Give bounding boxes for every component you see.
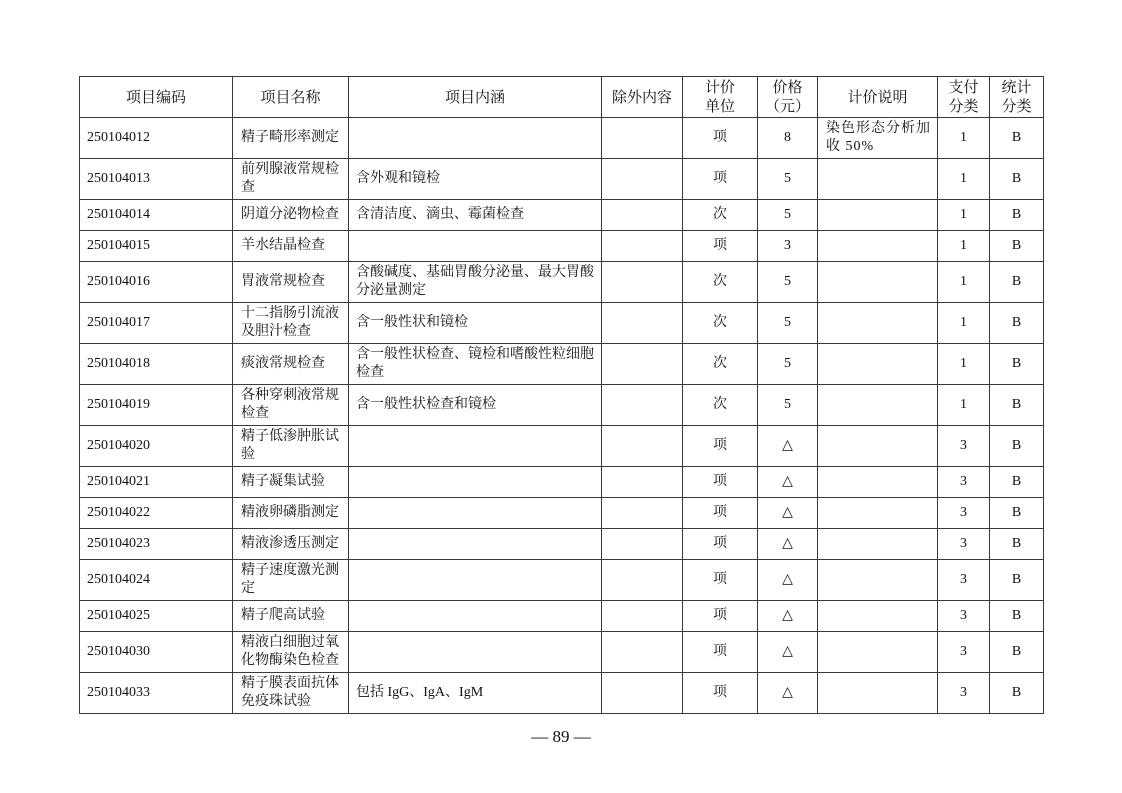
- cell-price: △: [758, 498, 818, 529]
- cell-item-name: 精液卵磷脂测定: [233, 498, 349, 529]
- cell-item-name: 胃液常规检查: [233, 262, 349, 303]
- cell-payment-category: 1: [938, 262, 990, 303]
- cell-pricing-note: [818, 498, 938, 529]
- cell-payment-category: 3: [938, 601, 990, 632]
- cell-price: △: [758, 529, 818, 560]
- table-row: [80, 385, 1044, 426]
- cell-price: △: [758, 632, 818, 673]
- cell-item-content: 含清洁度、滴虫、霉菌检查: [349, 200, 602, 231]
- cell-unit: 次: [683, 200, 758, 231]
- cell-price: △: [758, 560, 818, 601]
- table-row: [80, 529, 1044, 560]
- table-row: [80, 200, 1044, 231]
- cell-item-content: 含一般性状检查和镜检: [349, 385, 602, 426]
- cell-payment-category: 3: [938, 426, 990, 467]
- header-line: 单位: [704, 97, 735, 115]
- cell-item-code: 250104012: [80, 118, 233, 159]
- table-row: [80, 344, 1044, 385]
- cell-item-name: 羊水结晶检查: [233, 231, 349, 262]
- cell-statistics-category: B: [990, 529, 1044, 560]
- cell-pricing-note: [818, 560, 938, 601]
- table-row: [80, 601, 1044, 632]
- cell-pricing-note: 染色形态分析加收 50%: [818, 118, 938, 159]
- cell-statistics-category: B: [990, 673, 1044, 714]
- cell-exclusion: [602, 632, 683, 673]
- cell-unit: 项: [683, 632, 758, 673]
- cell-item-code: 250104020: [80, 426, 233, 467]
- cell-price: △: [758, 601, 818, 632]
- cell-item-name: 精子畸形率测定: [233, 118, 349, 159]
- header-pricing-unit: [683, 77, 758, 118]
- cell-price: 5: [758, 200, 818, 231]
- header-price: [758, 77, 818, 118]
- cell-pricing-note: [818, 159, 938, 200]
- cell-payment-category: 1: [938, 159, 990, 200]
- cell-statistics-category: B: [990, 467, 1044, 498]
- header-item-code: 项目编码: [80, 77, 233, 118]
- table-row: [80, 467, 1044, 498]
- cell-exclusion: [602, 159, 683, 200]
- cell-item-content: [349, 426, 602, 467]
- cell-payment-category: 1: [938, 200, 990, 231]
- header-item-name: 项目名称: [233, 77, 349, 118]
- cell-item-name: 阴道分泌物检查: [233, 200, 349, 231]
- cell-item-name: 精子膜表面抗体免疫珠试验: [233, 673, 349, 714]
- cell-price: 5: [758, 385, 818, 426]
- header-line: （元）: [764, 97, 810, 115]
- cell-pricing-note: [818, 303, 938, 344]
- cell-exclusion: [602, 426, 683, 467]
- cell-statistics-category: B: [990, 200, 1044, 231]
- cell-item-name: 十二指肠引流液及胆汁检查: [233, 303, 349, 344]
- cell-exclusion: [602, 385, 683, 426]
- cell-price: 8: [758, 118, 818, 159]
- cell-item-code: 250104017: [80, 303, 233, 344]
- table-row: [80, 303, 1044, 344]
- cell-payment-category: 3: [938, 529, 990, 560]
- cell-item-content: 含一般性状检查、镜检和嗜酸性粒细胞检查: [349, 344, 602, 385]
- cell-price: △: [758, 673, 818, 714]
- cell-payment-category: 3: [938, 498, 990, 529]
- header-payment-category: [938, 77, 990, 118]
- cell-exclusion: [602, 601, 683, 632]
- cell-price: 5: [758, 344, 818, 385]
- cell-item-content: [349, 118, 602, 159]
- cell-exclusion: [602, 467, 683, 498]
- cell-statistics-category: B: [990, 262, 1044, 303]
- cell-item-code: 250104019: [80, 385, 233, 426]
- table-row: [80, 560, 1044, 601]
- cell-unit: 次: [683, 385, 758, 426]
- cell-exclusion: [602, 673, 683, 714]
- cell-unit: 项: [683, 498, 758, 529]
- cell-unit: 项: [683, 673, 758, 714]
- cell-item-content: 含酸碱度、基础胃酸分泌量、最大胃酸分泌量测定: [349, 262, 602, 303]
- cell-exclusion: [602, 262, 683, 303]
- cell-pricing-note: [818, 529, 938, 560]
- cell-item-content: [349, 560, 602, 601]
- table-row: [80, 159, 1044, 200]
- cell-unit: 次: [683, 344, 758, 385]
- cell-item-name: 各种穿刺液常规检查: [233, 385, 349, 426]
- cell-unit: 项: [683, 560, 758, 601]
- cell-item-content: 含外观和镜检: [349, 159, 602, 200]
- cell-unit: 项: [683, 529, 758, 560]
- table-row: [80, 426, 1044, 467]
- cell-unit: 项: [683, 159, 758, 200]
- cell-item-code: 250104024: [80, 560, 233, 601]
- cell-item-content: [349, 601, 602, 632]
- header-statistics-category: [990, 77, 1044, 118]
- cell-payment-category: 3: [938, 560, 990, 601]
- cell-pricing-note: [818, 262, 938, 303]
- cell-item-name: 精子凝集试验: [233, 467, 349, 498]
- cell-price: 3: [758, 231, 818, 262]
- cell-pricing-note: [818, 467, 938, 498]
- cell-price: 5: [758, 159, 818, 200]
- cell-payment-category: 3: [938, 467, 990, 498]
- header-pricing-note: 计价说明: [818, 77, 938, 118]
- cell-payment-category: 1: [938, 118, 990, 159]
- cell-statistics-category: B: [990, 632, 1044, 673]
- cell-exclusion: [602, 344, 683, 385]
- cell-exclusion: [602, 231, 683, 262]
- cell-item-code: 250104015: [80, 231, 233, 262]
- cell-item-content: [349, 632, 602, 673]
- cell-unit: 项: [683, 426, 758, 467]
- cell-exclusion: [602, 118, 683, 159]
- header-line: 分类: [1001, 97, 1032, 115]
- cell-item-content: [349, 467, 602, 498]
- cell-item-name: 精子速度激光测定: [233, 560, 349, 601]
- cell-statistics-category: B: [990, 118, 1044, 159]
- cell-unit: 项: [683, 467, 758, 498]
- cell-item-code: 250104018: [80, 344, 233, 385]
- cell-item-name: 精子低渗肿胀试验: [233, 426, 349, 467]
- page-number: — 89 —: [531, 727, 591, 746]
- header-item-content: 项目内涵: [349, 77, 602, 118]
- cell-item-content: [349, 529, 602, 560]
- cell-exclusion: [602, 303, 683, 344]
- cell-item-code: 250104022: [80, 498, 233, 529]
- header-line: 价格: [772, 78, 803, 96]
- cell-item-code: 250104013: [80, 159, 233, 200]
- cell-payment-category: 1: [938, 385, 990, 426]
- table-row: [80, 498, 1044, 529]
- cell-item-code: 250104030: [80, 632, 233, 673]
- cell-payment-category: 3: [938, 673, 990, 714]
- cell-item-name: 前列腺液常规检查: [233, 159, 349, 200]
- header-line: 统计: [1001, 78, 1032, 96]
- cell-statistics-category: B: [990, 344, 1044, 385]
- table-row: [80, 673, 1044, 714]
- cell-statistics-category: B: [990, 303, 1044, 344]
- table-header-row: [80, 77, 1044, 118]
- table-row: [80, 632, 1044, 673]
- table-row: [80, 118, 1044, 159]
- cell-item-content: 包括 IgG、IgA、IgM: [349, 673, 602, 714]
- table-row: [80, 231, 1044, 262]
- header-exclusion: 除外内容: [602, 77, 683, 118]
- table-row: [80, 262, 1044, 303]
- cell-pricing-note: [818, 344, 938, 385]
- cell-item-content: [349, 231, 602, 262]
- header-line: 分类: [948, 97, 979, 115]
- header-line: 计价: [704, 78, 735, 96]
- cell-unit: 项: [683, 601, 758, 632]
- cell-payment-category: 1: [938, 231, 990, 262]
- cell-item-code: 250104033: [80, 673, 233, 714]
- cell-item-name: 精液渗透压测定: [233, 529, 349, 560]
- cell-pricing-note: [818, 200, 938, 231]
- cell-item-name: 痰液常规检查: [233, 344, 349, 385]
- cell-exclusion: [602, 200, 683, 231]
- cell-item-content: 含一般性状和镜检: [349, 303, 602, 344]
- cell-payment-category: 3: [938, 632, 990, 673]
- cell-payment-category: 1: [938, 344, 990, 385]
- cell-statistics-category: B: [990, 159, 1044, 200]
- cell-unit: 项: [683, 118, 758, 159]
- cell-price: 5: [758, 303, 818, 344]
- cell-statistics-category: B: [990, 385, 1044, 426]
- cell-item-code: 250104014: [80, 200, 233, 231]
- cell-payment-category: 1: [938, 303, 990, 344]
- cell-exclusion: [602, 529, 683, 560]
- cell-statistics-category: B: [990, 231, 1044, 262]
- cell-statistics-category: B: [990, 560, 1044, 601]
- cell-unit: 项: [683, 231, 758, 262]
- cell-item-name: 精液白细胞过氧化物酶染色检查: [233, 632, 349, 673]
- cell-price: △: [758, 467, 818, 498]
- cell-unit: 次: [683, 303, 758, 344]
- cell-statistics-category: B: [990, 426, 1044, 467]
- cell-pricing-note: [818, 601, 938, 632]
- cell-item-code: 250104025: [80, 601, 233, 632]
- cell-pricing-note: [818, 231, 938, 262]
- cell-statistics-category: B: [990, 498, 1044, 529]
- cell-statistics-category: B: [990, 601, 1044, 632]
- cell-item-code: 250104023: [80, 529, 233, 560]
- cell-pricing-note: [818, 632, 938, 673]
- cell-pricing-note: [818, 426, 938, 467]
- cell-unit: 次: [683, 262, 758, 303]
- cell-item-code: 250104021: [80, 467, 233, 498]
- cell-price: 5: [758, 262, 818, 303]
- cell-exclusion: [602, 560, 683, 601]
- cell-pricing-note: [818, 673, 938, 714]
- cell-item-code: 250104016: [80, 262, 233, 303]
- cell-item-name: 精子爬高试验: [233, 601, 349, 632]
- cell-item-content: [349, 498, 602, 529]
- header-line: 支付: [948, 78, 979, 96]
- cell-price: △: [758, 426, 818, 467]
- cell-pricing-note: [818, 385, 938, 426]
- cell-exclusion: [602, 498, 683, 529]
- fee-schedule-table: [79, 76, 1044, 714]
